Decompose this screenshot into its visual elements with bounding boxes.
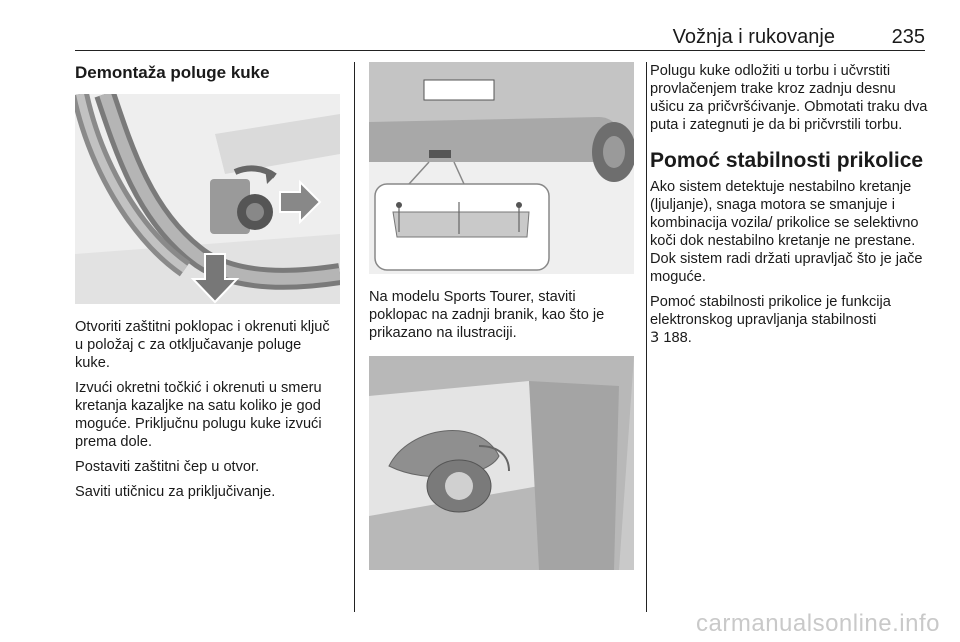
paragraph-sports-tourer: Na modelu Sports Tourer, staviti poklopac na zadnji branik, kao što je prikazano na ilustraciji.	[369, 289, 605, 341]
page-number: 235	[891, 26, 925, 48]
section-heading-trailer-stability: Pomoć stabilnosti prikolice	[650, 149, 924, 172]
paragraph-fold-socket: Saviti utičnicu za priključivanje.	[75, 484, 276, 500]
column-3	[650, 62, 928, 354]
header-divider	[75, 50, 925, 51]
page-reference-icon: 3	[650, 329, 660, 346]
unlock-position-icon: c	[137, 336, 146, 353]
bumper-cover-illustration	[369, 62, 634, 274]
column-divider-right	[646, 62, 647, 612]
page-header	[75, 26, 925, 52]
page-reference: 188.	[659, 330, 692, 346]
column-2	[369, 62, 634, 584]
paragraph-stability-function: Pomoć stabilnosti prikolice je funkcija elektronskog upravljanja stabilnosti 3 188.	[650, 294, 891, 346]
paragraph-store-in-bag: Polugu kuke odložiti u torbu i učvrstiti provlačenjem trake kroz zadnju desnu ušicu za pričvršćivanje. Obmotati traku dva puta i zategnuti je da bi pričvrstili torbu.	[650, 63, 928, 133]
paragraph-open-cover: Otvoriti zaštitni poklopac i okrenuti ključ u položaj c za otključavanje poluge kuke.	[75, 319, 330, 371]
chapter-title: Vožnja i rukovanje	[672, 26, 835, 48]
column-divider-left	[354, 62, 355, 612]
paragraph-stability-detection: Ako sistem detektuje nestabilno kretanje (ljuljanje), snaga motora se smanjuje i kombinacija vozila/ prikolice se selektivno koči dok nestabilno kretanje ne prestane. Dok sistem radi držati upravljač što je jače moguće.	[650, 179, 923, 285]
column-1	[75, 62, 340, 508]
storage-bag-illustration	[369, 356, 634, 570]
paragraph-insert-plug: Postaviti zaštitni čep u otvor.	[75, 459, 260, 475]
paragraph-pull-knob: Izvući okretni točkić i okrenuti u smeru kretanja kazaljke na satu koliko je god moguće. Priključnu polugu kuke izvući prema dole.	[75, 380, 322, 450]
watermark: carmanualsonline.info	[696, 610, 940, 637]
hook-lever-illustration	[75, 94, 340, 304]
section-heading-hook-removal: Demontaža poluge kuke	[75, 63, 270, 82]
